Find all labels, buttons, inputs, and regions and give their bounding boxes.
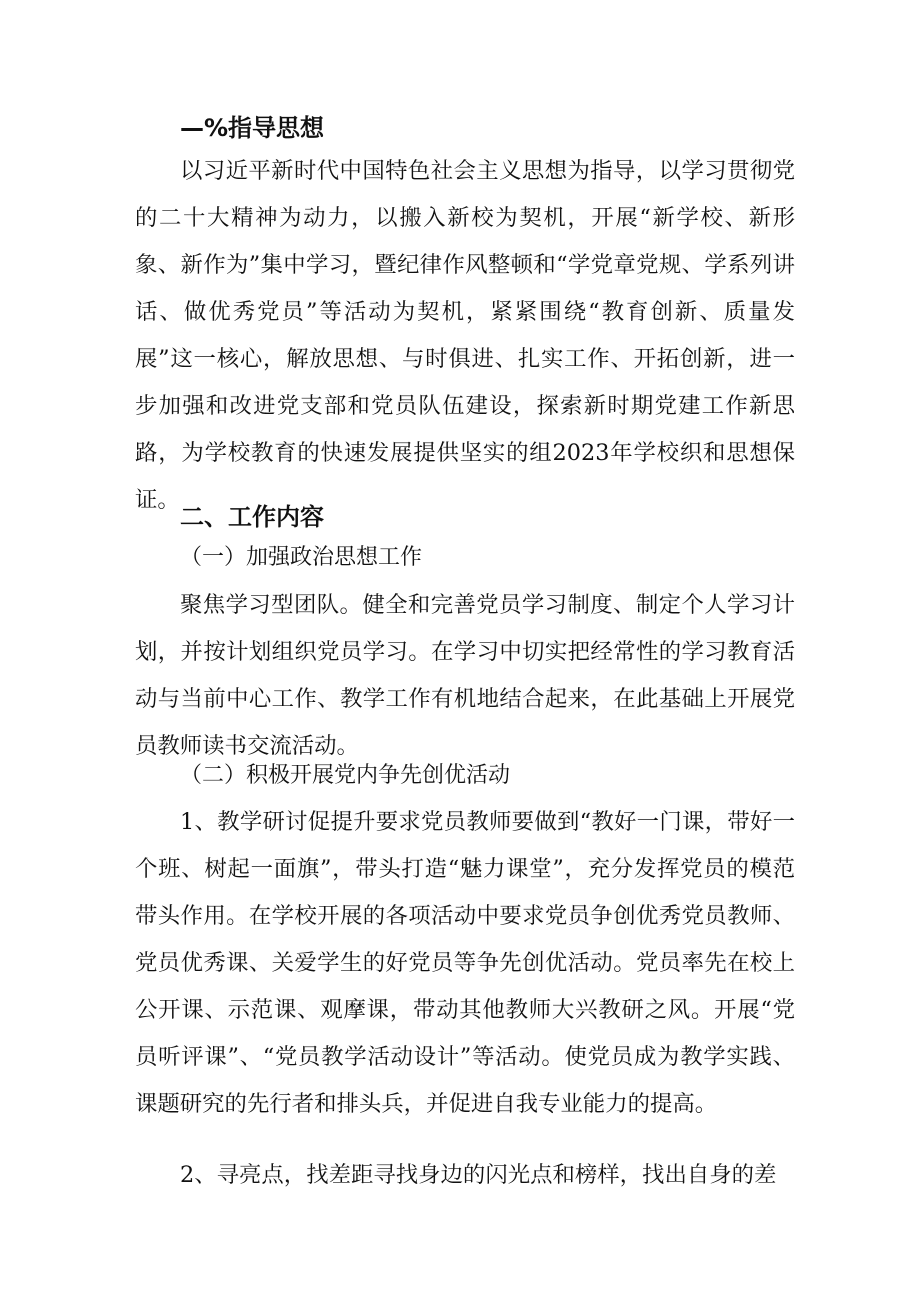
subheading-excellence-activities: （二）积极开展党内争先创优活动	[180, 763, 511, 788]
subheading-political-work: （一）加强政治思想工作	[180, 545, 423, 570]
paragraph-learning-team: 聚焦学习型团队。健全和完善党员学习制度、制定个人学习计划，并按计划组织党员学习。在学习中切实把经常性的学习教育活动与当前中心工作、教学工作有机地结合起来，在此基础上开展党员教师读书交流活动。	[135, 592, 795, 759]
section-heading-work-content: 二、工作内容	[180, 503, 324, 531]
paragraph-guiding-ideology: 以习近平新时代中国特色社会主义思想为指导，以学习贯彻党的二十大精神为动力，以搬入新校为契机，开展“新学校、新形象、新作为”集中学习，暨纪律作风整顿和“学党章党规、学系列讲话、做优秀党员”等活动为契机，紧紧围绕“教育创新、质量发展”这一核心，解放思想、与时俱进、扎实工作、开拓创新，进一步加强和改进党支部和党员队伍建设，探索新时期党建工作新思路，为学校教育的快速发展提供坚实的组2023年学校织和思想保证。	[135, 158, 795, 513]
paragraph-teaching-research: 1、教学研讨促提升要求党员教师要做到“教好一门课，带好一个班、树起一面旗”，带头打造“魅力课堂”，充分发挥党员的模范带头作用。在学校开展的各项活动中要求党员争创优秀党员教师、党员优秀课、关爱学生的好党员等争先创优活动。党员率先在校上公开课、示范课、观摩课，带动其他教师大兴教研之风。开展“党员听评课”、“党员教学活动设计”等活动。使党员成为教学实践、课题研究的先行者和排头兵，并促进自我专业能力的提高。	[135, 809, 795, 1117]
paragraph-find-highlights: 2、寻亮点，找差距寻找身边的闪光点和榜样，找出自身的差	[180, 1162, 777, 1188]
section-heading-guiding-ideology: —%指导思想	[180, 114, 325, 142]
